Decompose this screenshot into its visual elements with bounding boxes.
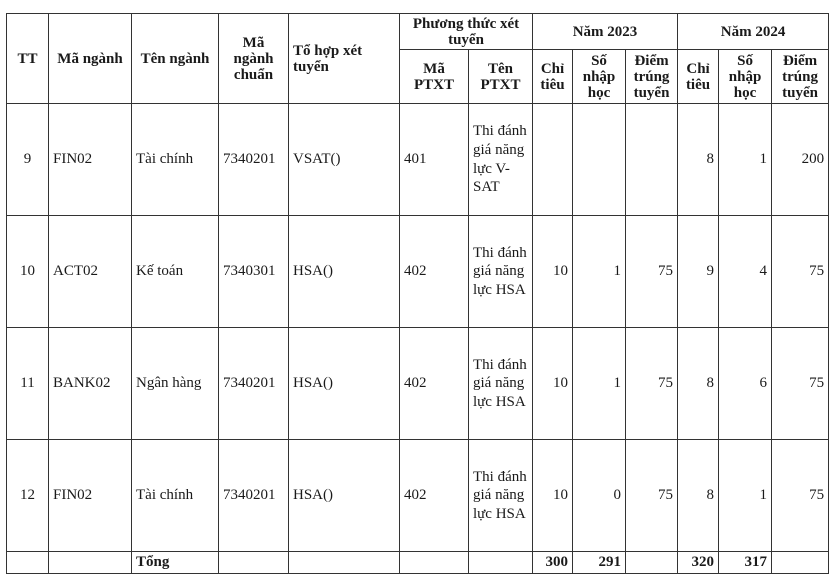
header-to-hop: Tổ hợp xét tuyển	[289, 14, 400, 104]
header-ma-nganh: Mã ngành	[49, 14, 132, 104]
table-row	[7, 328, 829, 440]
table-row	[7, 440, 829, 552]
cell-diem-2024: 75	[772, 216, 829, 328]
cell-chi-tieu-2024: 8	[678, 104, 719, 216]
cell-tt: 11	[7, 328, 49, 440]
cell-ma-nganh: BANK02	[49, 328, 132, 440]
cell-so-nhap-hoc-2023: 0	[573, 440, 626, 552]
cell-to-hop: HSA()	[289, 328, 400, 440]
cell-to-hop: HSA()	[289, 440, 400, 552]
cell-so-nhap-hoc-2024: 1	[719, 440, 772, 552]
total-chi-tieu-2024: 320	[678, 552, 719, 574]
cell-ma-nganh: FIN02	[49, 440, 132, 552]
header-so-nhap-hoc-2024: Số nhập học	[719, 50, 772, 104]
cell-diem-2023: 75	[626, 440, 678, 552]
cell-ten-ptxt: Thi đánh giá năng lực HSA	[469, 216, 533, 328]
header-ten-nganh: Tên ngành	[132, 14, 219, 104]
cell-so-nhap-hoc-2023: 1	[573, 216, 626, 328]
cell-so-nhap-hoc-2024: 1	[719, 104, 772, 216]
header-chi-tieu-2023: Chỉ tiêu	[533, 50, 573, 104]
cell-diem-2024: 75	[772, 328, 829, 440]
cell-ma-ptxt: 402	[400, 216, 469, 328]
total-so-nhap-hoc-2024: 317	[719, 552, 772, 574]
cell-ma-chuan: 7340201	[219, 440, 289, 552]
header-ma-nganh-chuan: Mã ngành chuẩn	[219, 14, 289, 104]
header-ten-ptxt: Tên PTXT	[469, 50, 533, 104]
header-tt: TT	[7, 14, 49, 104]
cell-ma-chuan: 7340201	[219, 104, 289, 216]
cell-to-hop: HSA()	[289, 216, 400, 328]
cell-empty	[469, 552, 533, 574]
header-nam-2024: Năm 2024	[678, 14, 829, 50]
cell-empty	[400, 552, 469, 574]
cell-ma-ptxt: 402	[400, 328, 469, 440]
header-nam-2023: Năm 2023	[533, 14, 678, 50]
cell-chi-tieu-2023	[533, 104, 573, 216]
header-ma-ptxt: Mã PTXT	[400, 50, 469, 104]
cell-empty	[7, 552, 49, 574]
cell-ten-nganh: Ngân hàng	[132, 328, 219, 440]
admission-table	[6, 13, 829, 574]
cell-ten-nganh: Tài chính	[132, 104, 219, 216]
total-row	[7, 552, 829, 574]
cell-tt: 9	[7, 104, 49, 216]
cell-chi-tieu-2024: 9	[678, 216, 719, 328]
header-phuong-thuc: Phương thức xét tuyển	[400, 14, 533, 50]
header-diem-trung-tuyen-2023: Điểm trúng tuyển	[626, 50, 678, 104]
header-so-nhap-hoc-2023: Số nhập học	[573, 50, 626, 104]
header-chi-tieu-2024: Chỉ tiêu	[678, 50, 719, 104]
cell-ten-ptxt: Thi đánh giá năng lực HSA	[469, 328, 533, 440]
cell-ma-chuan: 7340301	[219, 216, 289, 328]
cell-chi-tieu-2023: 10	[533, 216, 573, 328]
total-chi-tieu-2023: 300	[533, 552, 573, 574]
cell-empty	[289, 552, 400, 574]
cell-empty	[219, 552, 289, 574]
cell-diem-2024: 75	[772, 440, 829, 552]
cell-tt: 12	[7, 440, 49, 552]
cell-chi-tieu-2023: 10	[533, 328, 573, 440]
total-label: Tổng	[132, 552, 219, 574]
cell-empty	[49, 552, 132, 574]
cell-ma-ptxt: 402	[400, 440, 469, 552]
cell-chi-tieu-2024: 8	[678, 328, 719, 440]
cell-so-nhap-hoc-2024: 6	[719, 328, 772, 440]
header-diem-trung-tuyen-2024: Điểm trúng tuyển	[772, 50, 829, 104]
cell-ten-nganh: Kế toán	[132, 216, 219, 328]
cell-tt: 10	[7, 216, 49, 328]
cell-diem-2023	[626, 104, 678, 216]
cell-ma-chuan: 7340201	[219, 328, 289, 440]
cell-ten-ptxt: Thi đánh giá năng lực HSA	[469, 440, 533, 552]
cell-ma-nganh: ACT02	[49, 216, 132, 328]
cell-ma-nganh: FIN02	[49, 104, 132, 216]
cell-to-hop: VSAT()	[289, 104, 400, 216]
cell-empty	[626, 552, 678, 574]
cell-so-nhap-hoc-2023	[573, 104, 626, 216]
total-so-nhap-hoc-2023: 291	[573, 552, 626, 574]
cell-empty	[772, 552, 829, 574]
cell-ten-nganh: Tài chính	[132, 440, 219, 552]
table-row	[7, 104, 829, 216]
cell-ma-ptxt: 401	[400, 104, 469, 216]
cell-ten-ptxt: Thi đánh giá năng lực V-SAT	[469, 104, 533, 216]
cell-diem-2024: 200	[772, 104, 829, 216]
cell-diem-2023: 75	[626, 216, 678, 328]
cell-so-nhap-hoc-2024: 4	[719, 216, 772, 328]
cell-so-nhap-hoc-2023: 1	[573, 328, 626, 440]
cell-chi-tieu-2023: 10	[533, 440, 573, 552]
cell-chi-tieu-2024: 8	[678, 440, 719, 552]
cell-diem-2023: 75	[626, 328, 678, 440]
table-row	[7, 216, 829, 328]
